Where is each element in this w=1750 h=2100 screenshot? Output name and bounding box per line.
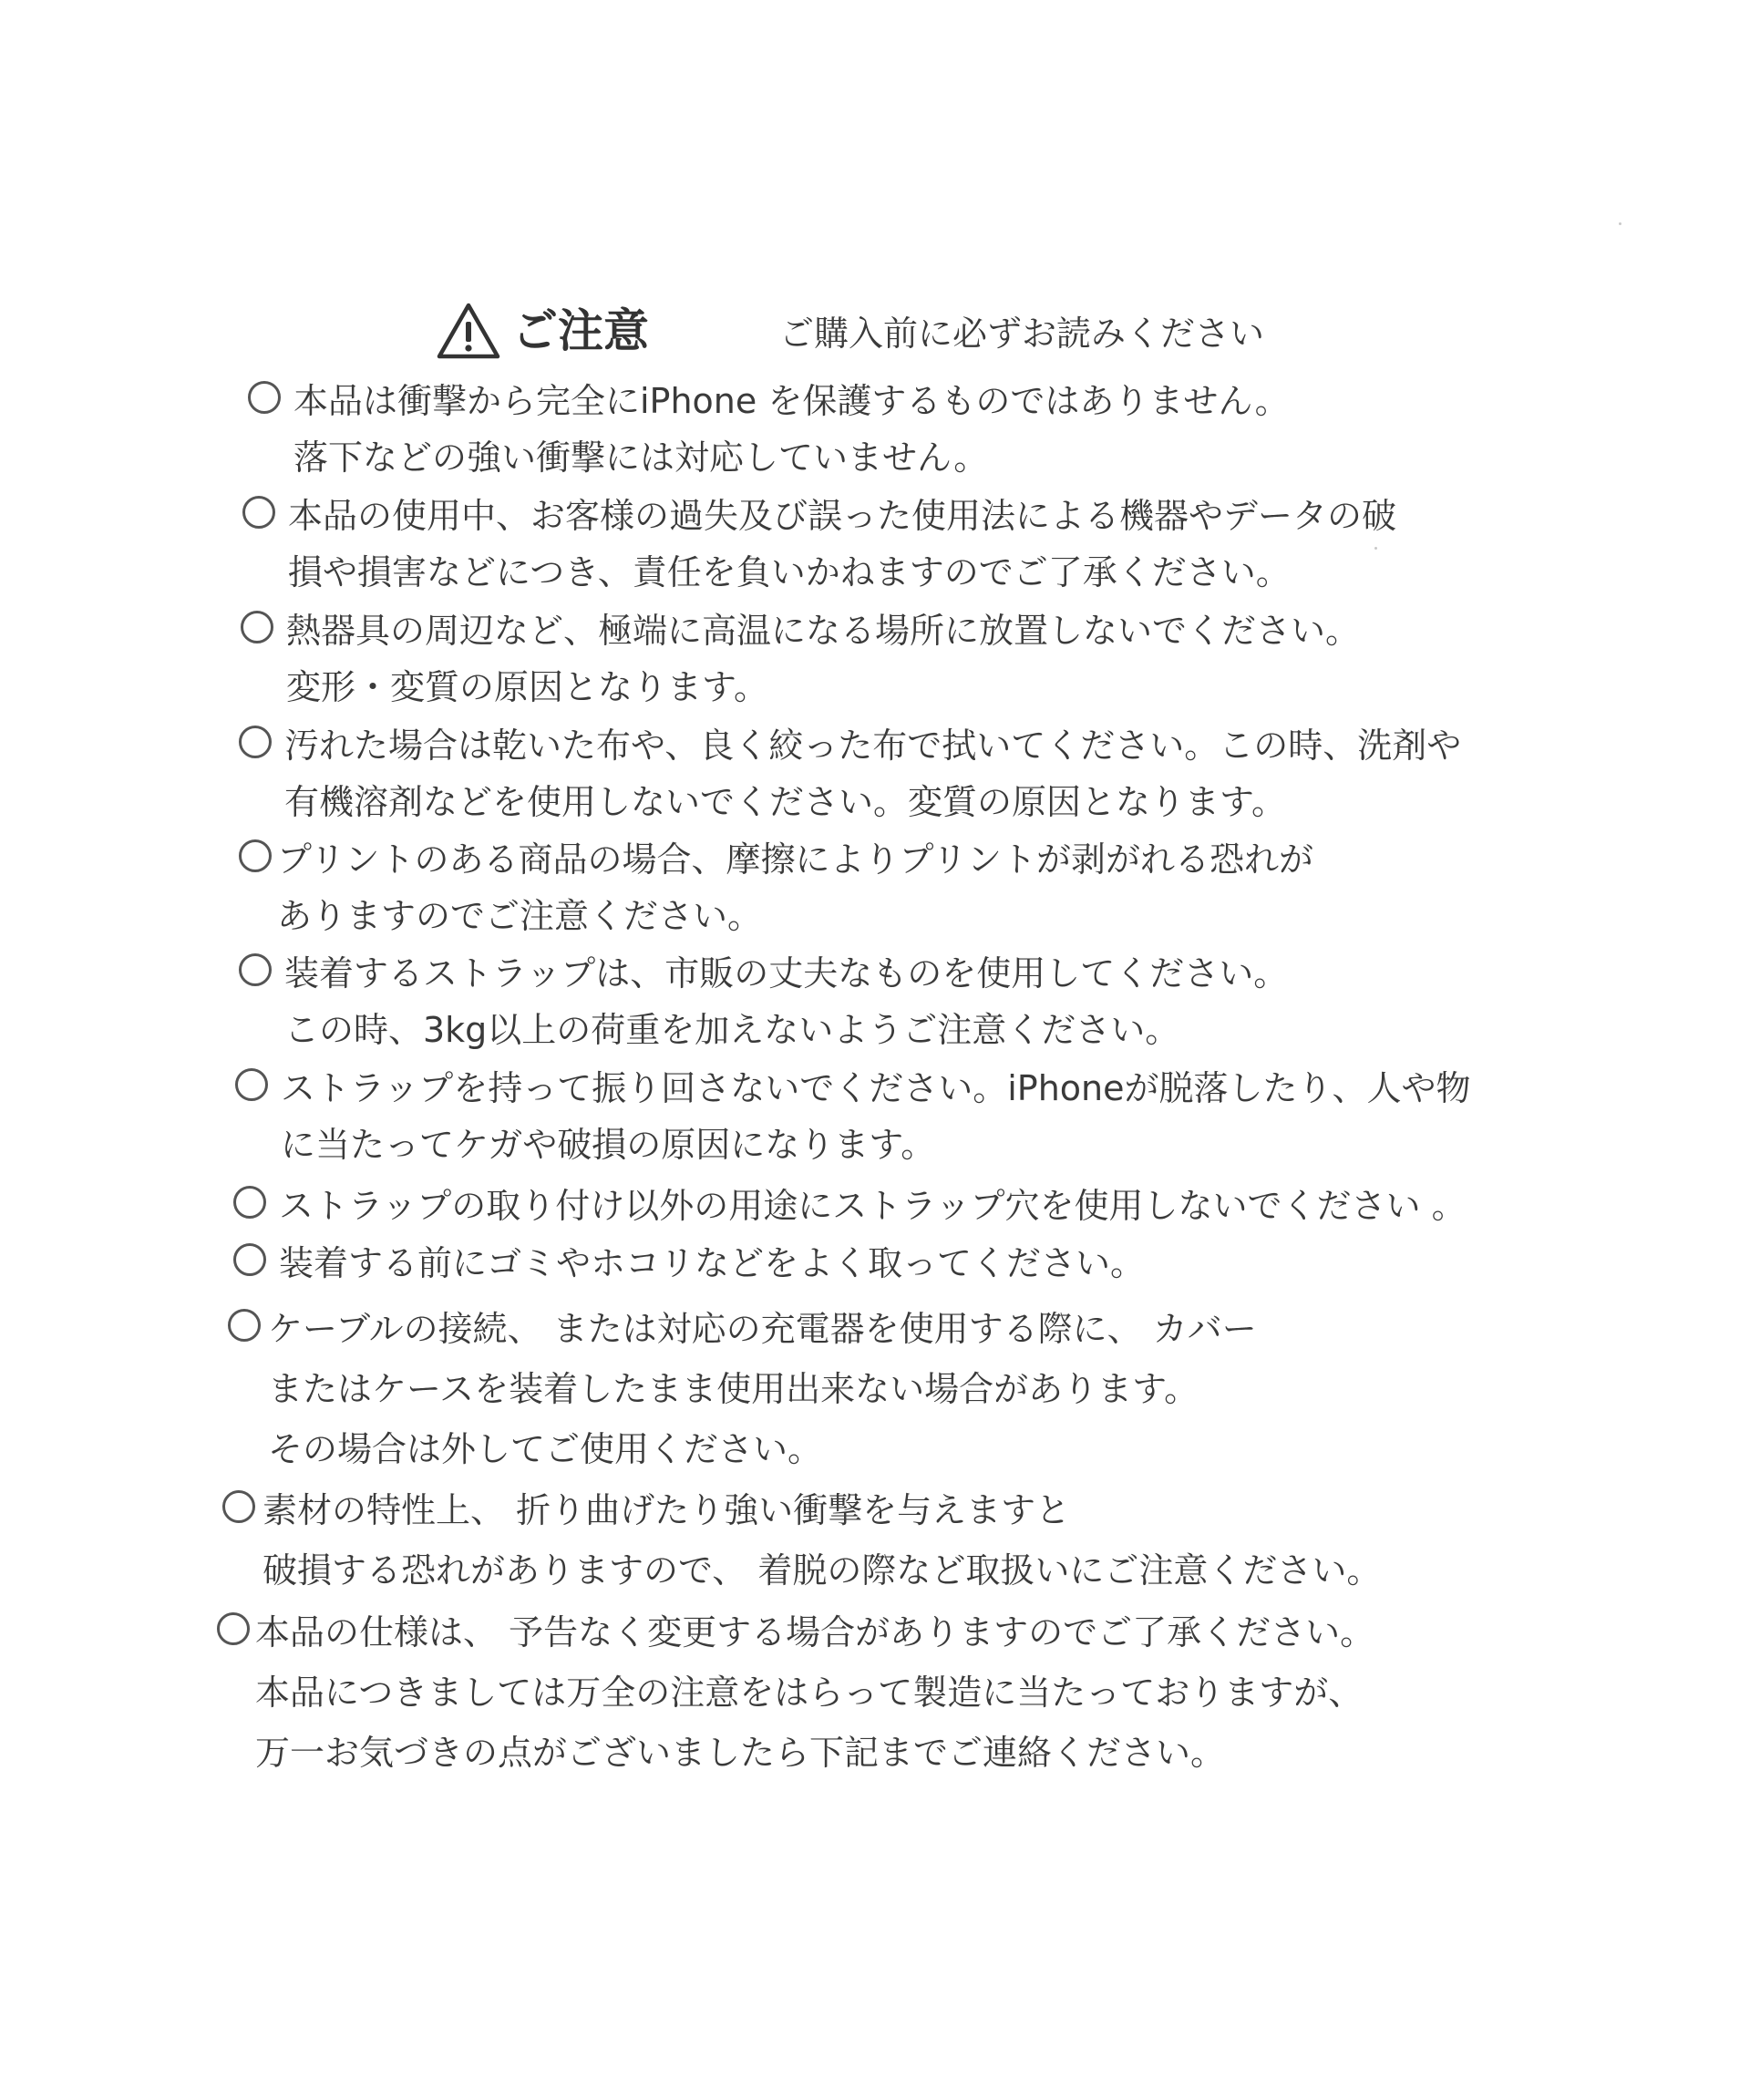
notice-line: 万一お気づきの点がございましたら下記までご連絡ください。 bbox=[255, 1733, 1226, 1773]
circle-bullet-icon bbox=[239, 726, 272, 758]
notice-line: 本品につきましては万全の注意をはらって製造に当たっておりますが、 bbox=[255, 1673, 1364, 1713]
notice-line: ケーブルの接続、 または対応の充電器を使用する際に、 カバー bbox=[268, 1309, 1257, 1349]
circle-bullet-icon bbox=[235, 1068, 268, 1101]
circle-bullet-icon bbox=[242, 496, 275, 529]
caution-subtitle: ご購入前に必ずお読みください bbox=[779, 314, 1265, 354]
notice-line: 装着する前にゴミやホコリなどをよく取ってください。 bbox=[279, 1243, 1146, 1283]
circle-bullet-icon bbox=[239, 953, 272, 986]
caution-header bbox=[436, 297, 1438, 366]
notice-line: 破損する恐れがありますので、 着脱の際など取扱いにご注意ください。 bbox=[262, 1550, 1382, 1590]
notice-line: プリントのある商品の場合、摩擦によりプリントが剥がれる恐れが bbox=[277, 839, 1313, 880]
notice-line: 汚れた場合は乾いた布や、良く絞った布で拭いてください。この時、洗剤や bbox=[284, 726, 1462, 766]
notice-line: 有機溶剤などを使用しないでください。変質の原因となります。 bbox=[284, 782, 1286, 822]
notice-line: 熱器具の周辺など、極端に高温になる場所に放置しないでください。 bbox=[286, 611, 1361, 651]
notice-line: に当たってケガや破損の原因になります。 bbox=[281, 1125, 936, 1165]
notice-line: 損や損害などにつき、責任を負いかねますのでご了承ください。 bbox=[288, 552, 1291, 592]
notice-line: 本品の使用中、お客様の過失及び誤った使用法による機器やデータの破 bbox=[288, 496, 1397, 536]
notice-line: 落下などの強い衝撃には対応していません。 bbox=[293, 438, 989, 478]
circle-bullet-icon bbox=[222, 1490, 255, 1523]
notice-line: この時、3kg以上の荷重を加えないようご注意ください。 bbox=[284, 1010, 1180, 1050]
notice-line: 素材の特性上、 折り曲げたり強い衝撃を与えますと bbox=[262, 1490, 1071, 1530]
circle-bullet-icon bbox=[248, 381, 281, 414]
notice-line: その場合は外してご使用ください。 bbox=[268, 1429, 823, 1469]
warning-triangle-icon bbox=[436, 301, 501, 361]
notice-line: 装着するストラップは、市販の丈夫なものを使用してください。 bbox=[284, 953, 1289, 993]
circle-bullet-icon bbox=[233, 1186, 266, 1219]
caution-title: ご注意 bbox=[512, 304, 649, 357]
notice-line: 変形・変質の原因となります。 bbox=[286, 667, 768, 707]
circle-bullet-icon bbox=[228, 1309, 261, 1342]
circle-bullet-icon bbox=[239, 839, 272, 872]
notice-line: ストラップを持って振り回さないでください。iPhoneが脱落したり、人や物 bbox=[281, 1068, 1471, 1108]
circle-bullet-icon bbox=[241, 611, 273, 643]
notice-line: またはケースを装着したまま使用出来ない場合があります。 bbox=[268, 1369, 1199, 1409]
circle-bullet-icon bbox=[233, 1243, 266, 1276]
paper-speck bbox=[1374, 547, 1377, 550]
notice-line: ありますのでご注意ください。 bbox=[277, 896, 763, 936]
notice-line: 本品の仕様は、 予告なく変更する場合がありますのでご了承ください。 bbox=[255, 1612, 1375, 1652]
circle-bullet-icon bbox=[217, 1612, 250, 1645]
paper-speck bbox=[1619, 222, 1621, 225]
notice-line: 本品は衝撃から完全にiPhone を保護するものではありません。 bbox=[293, 381, 1290, 421]
notice-line: ストラップの取り付け以外の用途にストラップ穴を使用しないでください 。 bbox=[279, 1186, 1467, 1226]
